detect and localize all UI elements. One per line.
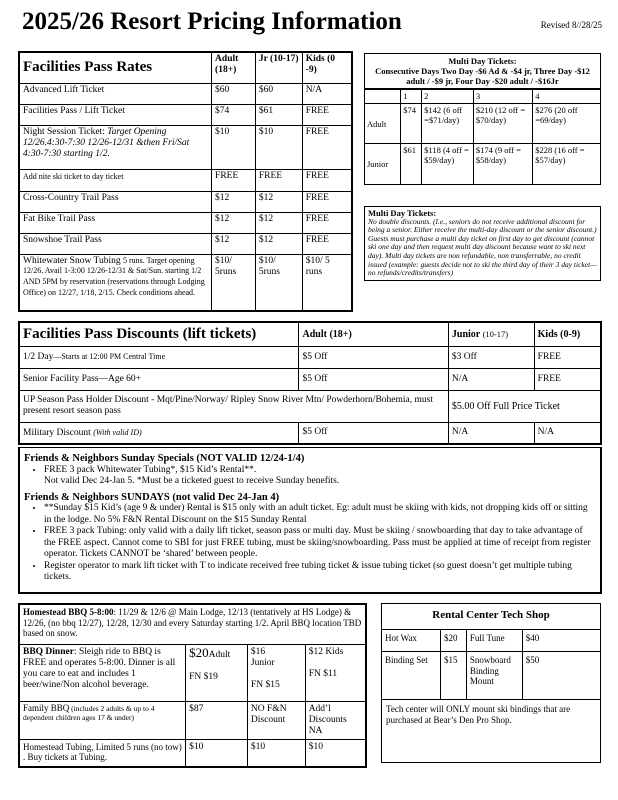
friends-list-2 [44,503,596,584]
multi-day-note-text: No double discounts. (I.e., seniors do not receive additional discount for being a senior. Either receive the multi-day discount or the senior discount.) Guests must purchase a multi day ticket on first day to get discount (cannot ski one day and then request multi day discount because want to ski next day). Multi day tickets are non refundable, non transferrable, no credit issued (example: guests decide not to ski the third day of their 3 day ticket—no refunds/credits/transfers) [368,216,597,278]
rate-adult: $60 [212,83,256,104]
table-row [365,104,600,144]
bbq-family-no-fn: NO F&N Discount [247,701,305,739]
rate-kids: FREE [302,233,352,254]
rates-col-kids: Kids (0 -9) [302,52,352,83]
rate-label: Cross-Country Trail Pass [19,191,212,212]
bbq-dinner-kids [305,644,366,701]
discount-kids: FREE [534,346,601,368]
table-row [19,125,352,169]
multi-day-heading-title: Multi Day Tickets: [448,56,517,66]
rate-label-detail: Target Opening 12/26.4:30-7:30 12/26-12/31 &then Fri/Sat 4:30-7:30 starting 1/2. [23,126,190,159]
table-row [19,191,352,212]
table-row [19,346,601,368]
friends-neighbors-section [18,447,602,594]
multi-day-note-title: Multi Day Tickets: [368,208,437,218]
discounts-col-jr-label: Junior [451,328,481,340]
bbq-adult-fn: FN $19 [189,671,218,682]
table-row [19,739,366,767]
multi-day-heading-detail: Consecutive Days Two Day -$6 Ad & -$4 jr, Three Day -$12 adult / -$9 jr, Four Day -$20 adult / -$16Jr [375,66,590,86]
friends-list-1 [44,465,596,477]
rate-adult: $12 [212,233,256,254]
rate-label-tubing [19,254,212,311]
discounts-col-kids: Kids (0-9) [534,322,601,346]
discount-jr: N/A [448,422,534,444]
table-row [19,422,601,444]
discount-label: 1/2 Day [23,352,54,362]
bbq-dinner-desc [19,644,186,701]
multi-day-row-label: Junior [365,144,401,184]
discount-adult: $5 Off [299,346,448,368]
rate-kids: FREE [302,104,352,125]
bbq-tubing-jr: $10 [247,739,305,767]
rental-service: Binding Set [382,652,441,700]
table-row [382,630,600,652]
bbq-kids-fn: FN $11 [308,668,338,679]
discount-label: UP Season Pass Holder Discount - Mqt/Pine/Norway/ Ripley Snow River Mtn/ Powderhorn/Bohemia, must present resort season pass [19,390,448,422]
discount-kids: FREE [534,368,601,390]
discount-label: Senior Facility Pass—Age 60+ [19,368,299,390]
discount-adult: $5 Off [299,422,448,444]
rental-service: Snowboard Binding Mount [466,652,522,700]
bbq-tubing-kids: $10 [305,739,366,767]
friends-subnote: Not valid Dec 24-Jan 5. *Must be a ticketed guest to receive Sunday benefits. [44,476,340,486]
list-item: • Register operator to mark lift ticket with T to indicate received free tubing ticket & issue tubing ticket (so guest doesn’t get multiple tubing tickets. [44,561,596,584]
rental-center-tech-shop [381,603,601,763]
rate-kids: N/A [302,83,352,104]
discounts-title: Facilities Pass Discounts (lift tickets) [19,322,299,346]
table-row [19,104,352,125]
rate-adult: $10/ 5runs [212,254,256,311]
discount-label-half-day [19,346,299,368]
list-item: • **Sunday $15 Kid’s (age 9 & under) Rental is $15 only with an adult ticket. Eg: adult must be skiing with kids, not dropping kids off or sitting in the lodge. No 5% F&N Rental Discount on the $15 Sunday Rental [44,503,596,526]
table-row [19,212,352,233]
discount-label: Military Discount [23,427,91,438]
rate-jr: $10 [255,125,302,169]
bbq-tubing-adult: $10 [186,739,248,767]
discount-jr: N/A [448,368,534,390]
rental-service: Hot Wax [382,630,441,652]
rate-jr: $12 [255,233,302,254]
bbq-adult-label: Adult [208,649,231,660]
table-row [19,644,366,701]
multi-day-cell: $228 (16 off = $57/day) [533,144,600,184]
friends-title-2: Friends & Neighbors SUNDAYS (not valid Dec 24-Jan 4) [24,491,280,503]
multi-day-table [365,89,600,184]
rate-adult: FREE [212,169,256,191]
bbq-dinner-title: BBQ Dinner [23,646,74,657]
rental-service: Full Tune [466,630,522,652]
rate-kids: $10/ 5 runs [302,254,352,311]
bbq-dinner-jr [247,644,305,701]
rental-price: $20 [441,630,467,652]
bbq-family-desc [19,701,186,739]
discount-label-detail: (With valid ID) [93,427,142,437]
rental-price: $15 [441,652,467,700]
multi-day-cell: $174 (9 off = $58/day) [473,144,532,184]
bbq-family-detail: (includes 2 adults & up to 4 dependent children ages 17 & under) [23,703,155,722]
multi-day-heading [365,54,600,89]
multi-day-col: 4 [533,90,600,104]
discount-season-value: $5.00 Off Full Price Ticket [448,390,601,422]
rental-table [382,629,600,700]
multi-day-cell: $276 (20 off =69/day) [533,104,600,144]
multi-day-row-label: Adult [365,104,401,144]
discounts-col-jr-age: (10-17) [482,328,509,339]
table-row [365,144,600,184]
multi-day-col: 1 [401,90,422,104]
rate-label: Night Session Ticket: [23,126,105,137]
rate-label: Advanced Lift Ticket [19,83,212,104]
rate-adult: $12 [212,191,256,212]
page-header [22,8,602,40]
friends-title-1: Friends & Neighbors Sunday Specials (NOT VALID 12/24-1/4) [24,453,305,464]
rental-note: Tech center will ONLY mount ski bindings that are purchased at Bear’s Den Pro Shop. [386,704,571,725]
rate-adult: $74 [212,104,256,125]
rate-label-detail: 5 runs. Target opening 12/26. Avail 1-3:00 12/26-12/31 & Sat/Sun. starting 1/2 AND 5PM by reservation (reservations through Lodging Office) on 12/27, 1/18, 2/15. Check conditions ahead. [23,255,205,297]
rate-kids: FREE [302,212,352,233]
discounts-col-jr [448,322,534,346]
table-row [19,701,366,739]
rate-jr: $12 [255,212,302,233]
rate-adult: $10 [212,125,256,169]
table-row [19,254,352,311]
multi-day-cell: $142 (6 off =$71/day) [422,104,474,144]
discounts-col-adult: Adult (18+) [299,322,448,346]
bbq-schedule-text: : 11/29 & 12/6 @ Main Lodge, 12/13 (tentatively at HS Lodge) & 12/26, (no bbq 12/27), 12/28, 12/30 and every Saturday starting 1/2. April BBQ location TBD based on snow. [23,607,362,638]
multi-day-note [364,206,601,281]
rates-col-adult: Adult (18+) [212,52,256,83]
homestead-bbq-table [18,603,367,768]
bbq-dinner-text: : Sleigh ride to BBQ is FREE and operates 5-8:00. Dinner is all you care to eat and includes 1 beer/wine/Non alcohol beverage. [23,646,176,690]
multi-day-col: 2 [422,90,474,104]
bbq-schedule [19,604,366,644]
multi-day-col: 3 [473,90,532,104]
revised-date: Revised 8//28/25 [540,20,602,30]
bbq-dinner-adult [186,644,248,701]
rental-price: $40 [522,630,600,652]
multi-day-cell: $210 (12 off = $70/day) [473,104,532,144]
rental-title: Rental Center Tech Shop [432,609,550,621]
table-row [19,169,352,191]
rate-adult: $12 [212,212,256,233]
multi-day-cell: $118 (4 off = $59/day) [422,144,474,184]
multi-day-tickets-box [364,53,601,185]
bbq-family-label: Family BBQ [23,702,70,713]
bbq-family-price: $87 [186,701,248,739]
rates-title: Facilities Pass Rates [19,52,212,83]
rate-label: Whitewater Snow Tubing [23,255,121,266]
rate-jr: $10/ 5runs [255,254,302,311]
rate-label-night [19,125,212,169]
list-item: • FREE 3 pack Tubing: only valid with a daily lift ticket, season pass or multi day. Must be skiing / snowboarding that day to take advantage of the FREE aspect. Cannot come to SBI for just FREE tubing, must be skiing/snowboarding. Pass must be applied at time of receipt from register operator. Tickets CANNOT be ‘shared’ between people. [44,526,596,561]
rate-label: Fat Bike Trail Pass [19,212,212,233]
rental-price: $50 [522,652,600,700]
rate-jr: $61 [255,104,302,125]
table-row [19,368,601,390]
bbq-jr-fn: FN $15 [250,679,280,690]
bbq-adult-price: $20 [189,644,209,660]
table-row [19,233,352,254]
multi-day-cell: $74 [401,104,422,144]
facilities-pass-rates-table [18,51,353,312]
multi-day-corner [365,90,401,104]
rate-kids: FREE [302,169,352,191]
table-row [19,390,601,422]
facilities-pass-discounts-table [18,321,602,445]
list-item: • FREE 3 pack Whitewater Tubing*, $15 Kid’s Rental**. [44,465,596,477]
discount-jr: $3 Off [448,346,534,368]
bbq-jr-label: Junior [250,657,275,668]
rates-col-jr: Jr (10-17) [255,52,302,83]
bbq-kids-price: $12 Kids [308,646,344,657]
bbq-jr-price: $16 [250,646,266,657]
bbq-tubing-label: Homestead Tubing, Limited 5 runs (no tow) . Buy tickets at Tubing. [19,739,186,767]
table-row [19,83,352,104]
multi-day-cell: $61 [401,144,422,184]
rate-label: Facilities Pass / Lift Ticket [19,104,212,125]
discount-kids: N/A [534,422,601,444]
bbq-family-addl: Add’l Discounts NA [305,701,366,739]
bbq-schedule-title: Homestead BBQ 5-8:00 [23,607,114,617]
rate-kids: FREE [302,125,352,169]
rate-kids: FREE [302,191,352,212]
discount-adult: $5 Off [299,368,448,390]
rate-jr: $60 [255,83,302,104]
discount-label-detail: —Starts at 12:00 PM Central Time [53,352,166,361]
discount-label-military [19,422,299,444]
rate-jr: $12 [255,191,302,212]
table-row [382,652,600,700]
rate-jr: FREE [255,169,302,191]
rate-label: Add nite ski ticket to day ticket [19,169,212,191]
rate-label: Snowshoe Trail Pass [19,233,212,254]
page-title: 2025/26 Resort Pricing Information [22,8,402,35]
